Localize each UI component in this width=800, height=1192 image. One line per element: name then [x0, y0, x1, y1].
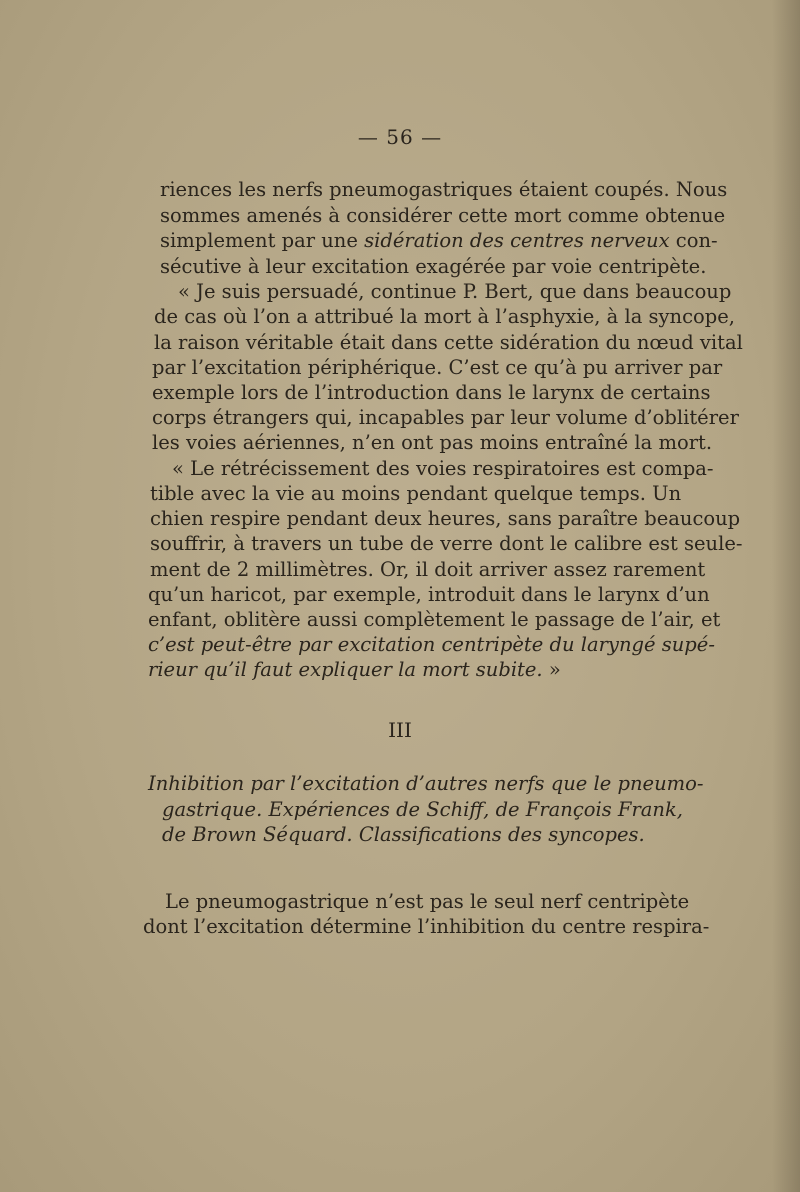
section-heading-line: gastrique. Expériences de Schiff, de François Frank, [162, 798, 683, 821]
text-line: sommes amenés à considérer cette mort comme obtenue [160, 204, 726, 227]
page-number: — 56 — [357, 125, 443, 149]
text-line: « Je suis persuadé, continue P. Bert, que dans beaucoup [178, 280, 732, 303]
text-line: Le pneumogastrique n’est pas le seul nerf centripète [165, 890, 690, 913]
text-line: de cas où l’on a attribué la mort à l’asphyxie, à la syncope, [154, 305, 735, 328]
text-line [160, 228, 718, 253]
text-segment: simplement par une [160, 229, 365, 252]
text-line [148, 657, 561, 682]
closing-quote: » [542, 658, 561, 681]
text-line: qu’un haricot, par exemple, introduit dans le larynx d’un [148, 583, 710, 606]
italic-phrase: rieur qu’il faut expliquer la mort subite. [148, 658, 543, 681]
text-line: les voies aériennes, n’en ont pas moins entraîné la mort. [152, 431, 713, 454]
text-line: souffrir, à travers un tube de verre dont le calibre est seule- [150, 532, 743, 555]
text-line: la raison véritable était dans cette sidération du nœud vital [154, 331, 743, 354]
text-line: chien respire pendant deux heures, sans paraître beaucoup [150, 507, 741, 530]
section-heading-line: de Brown Séquard. Classifications des syncopes. [162, 823, 645, 846]
italic-phrase: sidération des centres nerveux [364, 229, 670, 252]
text-line: corps étrangers qui, incapables par leur volume d’oblitérer [152, 406, 739, 429]
text-line: par l’excitation périphérique. C’est ce qu’à pu arriver par [152, 356, 723, 379]
text-line: enfant, oblitère aussi complètement le passage de l’air, et [148, 608, 721, 631]
text-line: sécutive à leur excitation exagérée par voie centripète. [160, 255, 707, 278]
section-number: III [388, 718, 412, 742]
text-line: exemple lors de l’introduction dans le larynx de certains [152, 381, 711, 404]
text-line: dont l’excitation détermine l’inhibition du centre respira- [143, 915, 710, 938]
text-segment: con- [669, 229, 718, 252]
section-heading-line: Inhibition par l’excitation d’autres nerfs que le pneumo- [148, 772, 704, 795]
text-line: « Le rétrécissement des voies respiratoires est compa- [172, 457, 714, 480]
page-edge-shadow [772, 0, 800, 1192]
text-line: ment de 2 millimètres. Or, il doit arriver assez rarement [150, 558, 706, 581]
text-line: riences les nerfs pneumogastriques étaient coupés. Nous [160, 178, 728, 201]
text-line: tible avec la vie au moins pendant quelque temps. Un [150, 482, 682, 505]
italic-line: c’est peut-être par excitation centripète du laryngé supé- [148, 633, 715, 656]
